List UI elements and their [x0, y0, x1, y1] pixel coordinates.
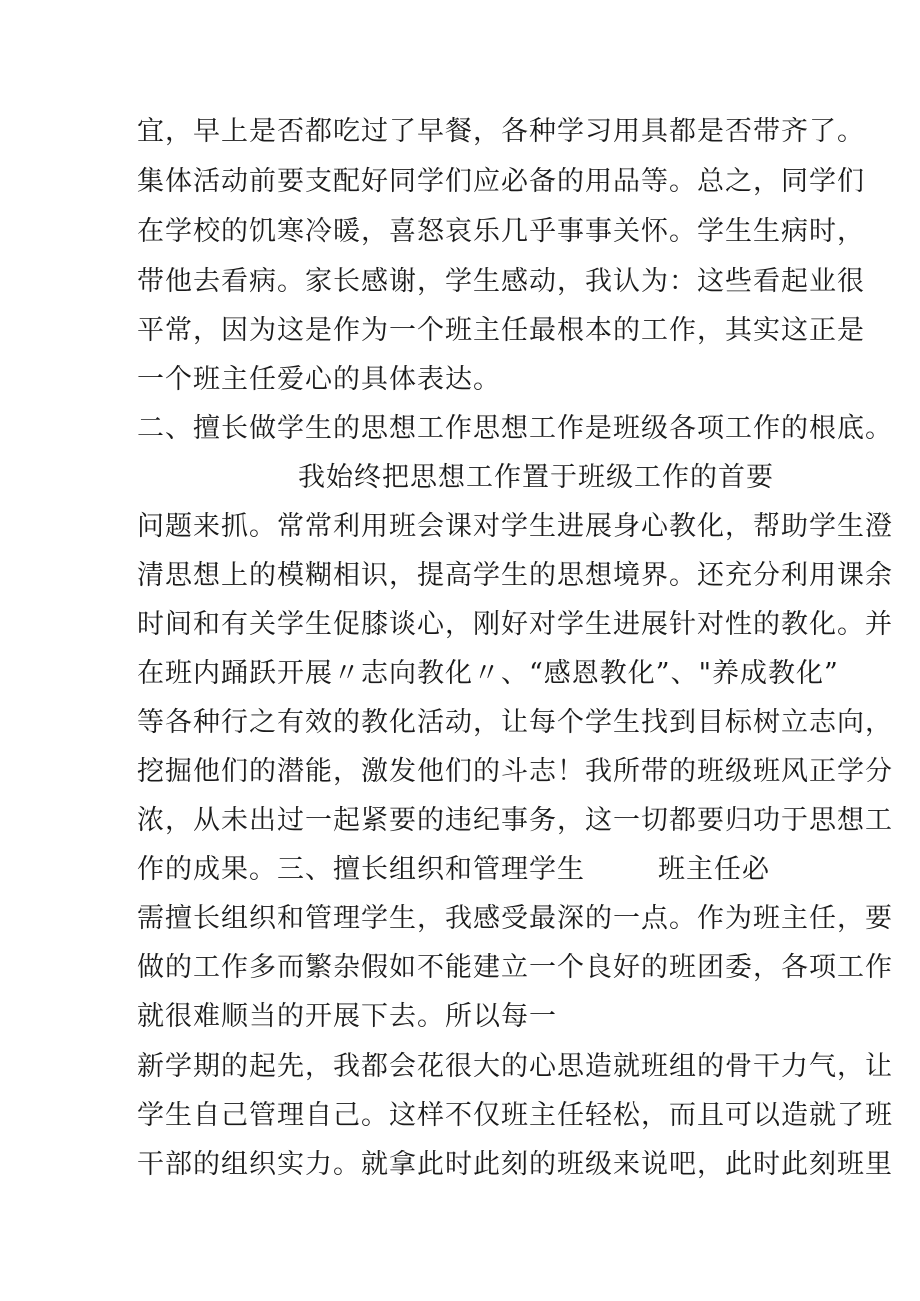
- text-line: 班主任必: [658, 854, 770, 885]
- text-line: 平常，因为这是作为一个班主任最根本的工作，其实这正是: [137, 315, 865, 346]
- text-line: 在班内踊跃开展〃志向教化〃、“感恩教化”、"养成教化”: [137, 658, 839, 689]
- text-line: 宜，早上是否都吃过了早餐，各种学习用具都是否带齐了。: [137, 116, 865, 147]
- text-line: 在学校的饥寒冷暖，喜怒哀乐几乎事事关怀。学生生病时，: [137, 216, 865, 247]
- text-line: 问题来抓。常常利用班会课对学生进展身心教化，帮助学生澄: [137, 511, 893, 542]
- text-line: 等各种行之有效的教化活动，让每个学生找到目标树立志向，: [137, 707, 893, 738]
- text-line: 时间和有关学生促膝谈心，刚好对学生进展针对性的教化。并: [137, 609, 893, 640]
- text-line: 干部的组织实力。就拿此时此刻的班级来说吧，此时此刻班里: [137, 1149, 893, 1180]
- section-heading-line: 二、擅长做学生的思想工作思想工作是班级各项工作的根底。: [137, 413, 893, 444]
- text-line: 清思想上的模糊相识，提高学生的思想境界。还充分利用课余: [137, 560, 893, 591]
- text-line: 学生自己管理自己。这样不仅班主任轻松，而且可以造就了班: [137, 1100, 893, 1131]
- text-line: 做的工作多而繁杂假如不能建立一个良好的班团委，各项工作: [137, 952, 893, 983]
- text-line: 就很难顺当的开展下去。所以每一: [137, 1001, 557, 1032]
- text-line: 挖掘他们的潜能，激发他们的斗志！我所带的班级班风正学分: [137, 756, 893, 787]
- text-line: 我始终把思想工作置于班级工作的首要: [298, 462, 774, 493]
- text-line: 浓，从未出过一起紧要的违纪事务，这一切都要归功于思想工: [137, 805, 893, 836]
- section-heading-line: 作的成果。三、擅长组织和管理学生: [137, 854, 585, 885]
- text-line: 带他去看病。家长感谢，学生感动，我认为：这些看起业很: [137, 266, 865, 297]
- text-line: 一个班主任爱心的具体表达。: [137, 364, 501, 395]
- text-line: 新学期的起先，我都会花很大的心思造就班组的骨干力气，让: [137, 1051, 893, 1082]
- text-line: 需擅长组织和管理学生，我感受最深的一点。作为班主任，要: [137, 903, 893, 934]
- text-line: 集体活动前要支配好同学们应必备的用品等。总之，同学们: [137, 166, 865, 197]
